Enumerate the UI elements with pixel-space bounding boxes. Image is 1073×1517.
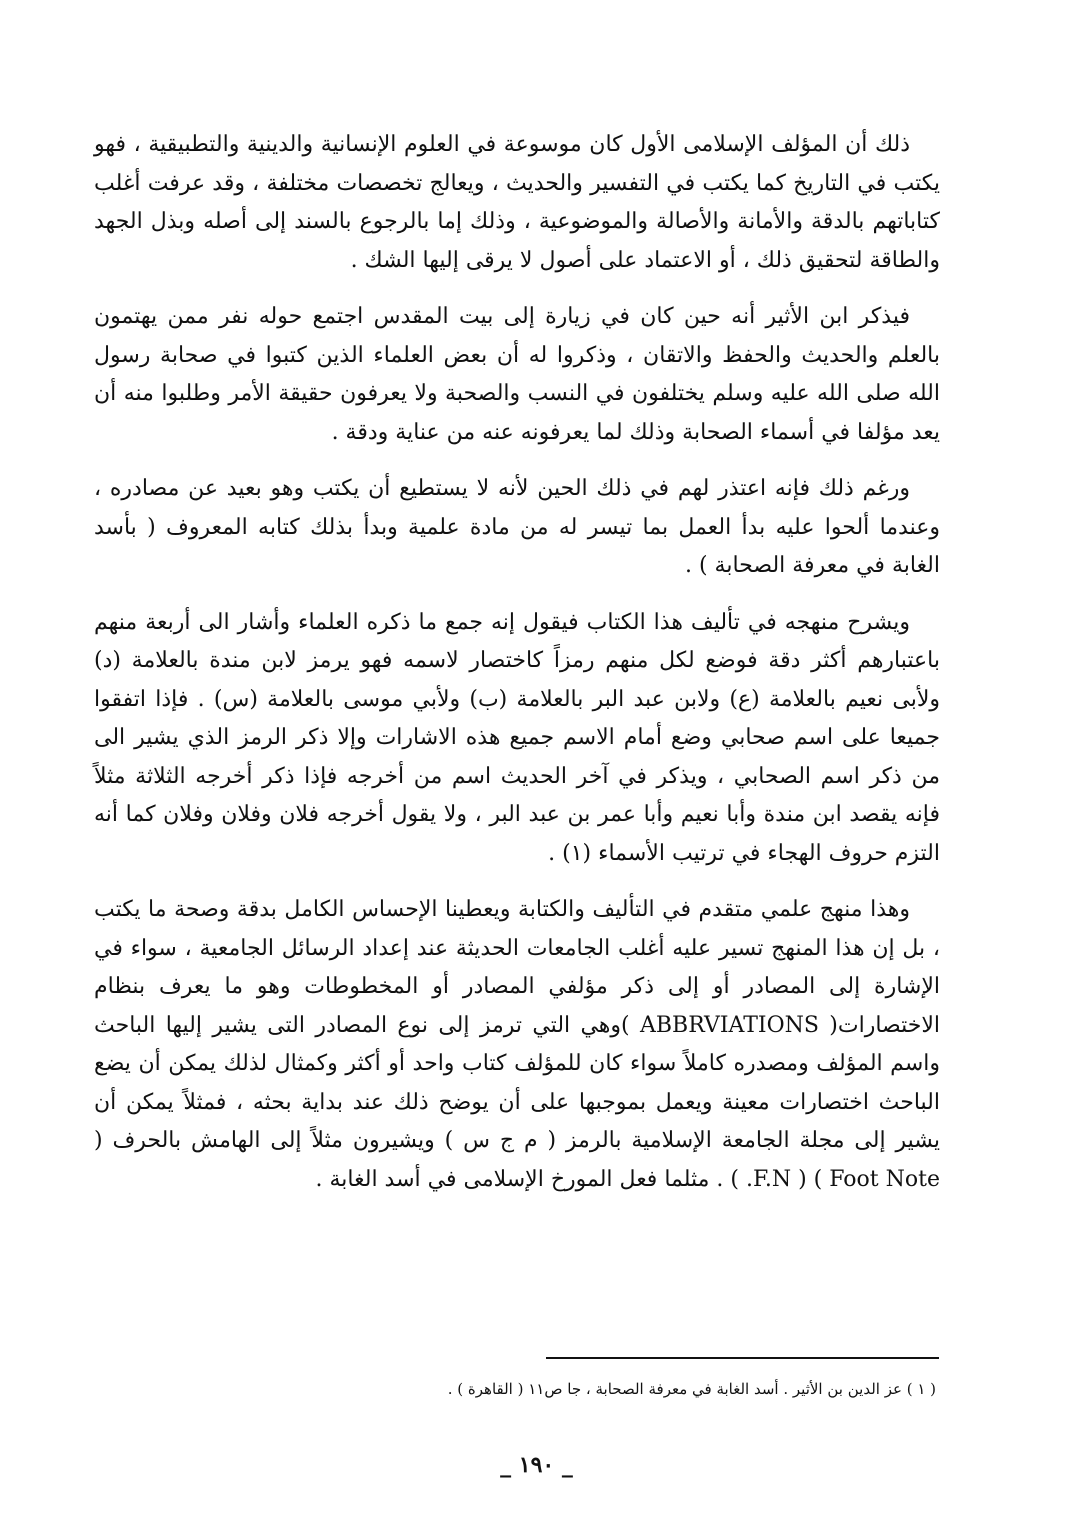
paragraph-5: وهذا منهج علمي متقدم في التأليف والكتابة ويعطينا الإحساس الكامل بدقة وصحة ما يكتب ، بل إن هذا المنهج تسير عليه أغلب الجامعات الحديثة عند إعداد الرسائل الجامعية ، سواء في الإشارة إلى المصادر أو إلى ذكر مؤلفي المصادر أو المخطوطات وهو ما يعرف بنظام الاختصارات( ABBRVIATIONS )وهي التي ترمز إلى نوع المصادر التى يشير إليها الباحث واسم المؤلف ومصدره كاملاً سواء كان للمؤلف كتاب واحد أو أكثر وكمثال لذلك يمكن أن يضع الباحث اختصارات معينة ويعمل بموجبها على أن يوضح ذلك عند بداية بحثه ، فمثلاً يمكن أن يشير إلى مجلة الجامعة الإسلامية بالرمز ( م ج س ) ويشيرون مثلاً إلى الهامش بالحرف ( Foot Note ) ( F.N. ) . مثلما فعل المورخ الإسلامى في أسد الغابة . xyxy=(94,897,941,1192)
paragraph-3: ورغم ذلك فإنه اعتذر لهم في ذلك الحين لأنه لا يستطيع أن يكتب وهو بعيد عن مصادره ، وعندما ألحوا عليه بدأ العمل بما تيسر له من مادة علمية وبدأ بذلك كتابه المعروف ( بأسد الغابة في معرفة الصحابة ) . xyxy=(94,476,940,578)
body-text xyxy=(94,126,940,1199)
paragraph-1: ذلك أن المؤلف الإسلامى الأول كان موسوعة في العلوم الإنسانية والدينية والتطبيقية ، فهو يكتب في التاريخ كما يكتب في التفسير والحديث ، ويعالج تخصصات مختلفة ، وقد عرفت أغلب كتاباتهم بالدقة والأمانة والأصالة والموضوعية ، وذلك إما بالرجوع بالسند إلى أصله وبذل الجهد والطاقة لتحقيق ذلك ، أو الاعتماد على أصول لا يرقى إليها الشك . xyxy=(94,132,940,273)
paragraph-2: فيذكر ابن الأثير أنه حين كان في زيارة إلى بيت المقدس اجتمع حوله نفر ممن يهتمون بالعلم والحديث والحفظ والاتقان ، وذكروا له أن بعض العلماء الذين كتبوا في صحابة رسول الله صلى الله عليه وسلم يختلفون في النسب والصحبة ولا يعرفون حقيقة الأمر وطلبوا منه أن يعد مؤلفا في أسماء الصحابة وذلك لما يعرفونه عنه من عناية ودقة . xyxy=(94,304,940,445)
paragraph-4: ويشرح منهجه في تأليف هذا الكتاب فيقول إنه جمع ما ذكره العلماء وأشار الى أربعة منهم باعتبارهم أكثر دقة فوضع لكل منهم رمزاً كاختصار لاسمه فهو يرمز لابن مندة بالعلامة (د) ولأبى نعيم بالعلامة (ع) ولابن عبد البر بالعلامة (ب) ولأبي موسى بالعلامة (س) . فإذا اتفقوا جميعا على اسم صحابي وضع أمام الاسم جميع هذه الاشارات وإلا ذكر الرمز الذي يشير الى من ذكر اسم الصحابي ، ويذكر في آخر الحديث اسم من أخرجه فإذا ذكر أخرجه الثلاثة مثلاً فإنه يقصد ابن مندة وأبا نعيم وأبا عمر بن عبد البر ، ولا يقول أخرجه فلان وفلان وفلان كما أنه التزم حروف الهجاء في ترتيب الأسماء (١) . xyxy=(94,609,940,866)
page-number: _ ١٩٠ _ xyxy=(500,1452,573,1478)
footnote: ( ١ ) عز الدين بن الأثير . أسد الغابة في معرفة الصحابة ، جا ص١١ ( القاهرة ) . xyxy=(447,1380,936,1398)
footnote-divider xyxy=(546,1357,939,1359)
